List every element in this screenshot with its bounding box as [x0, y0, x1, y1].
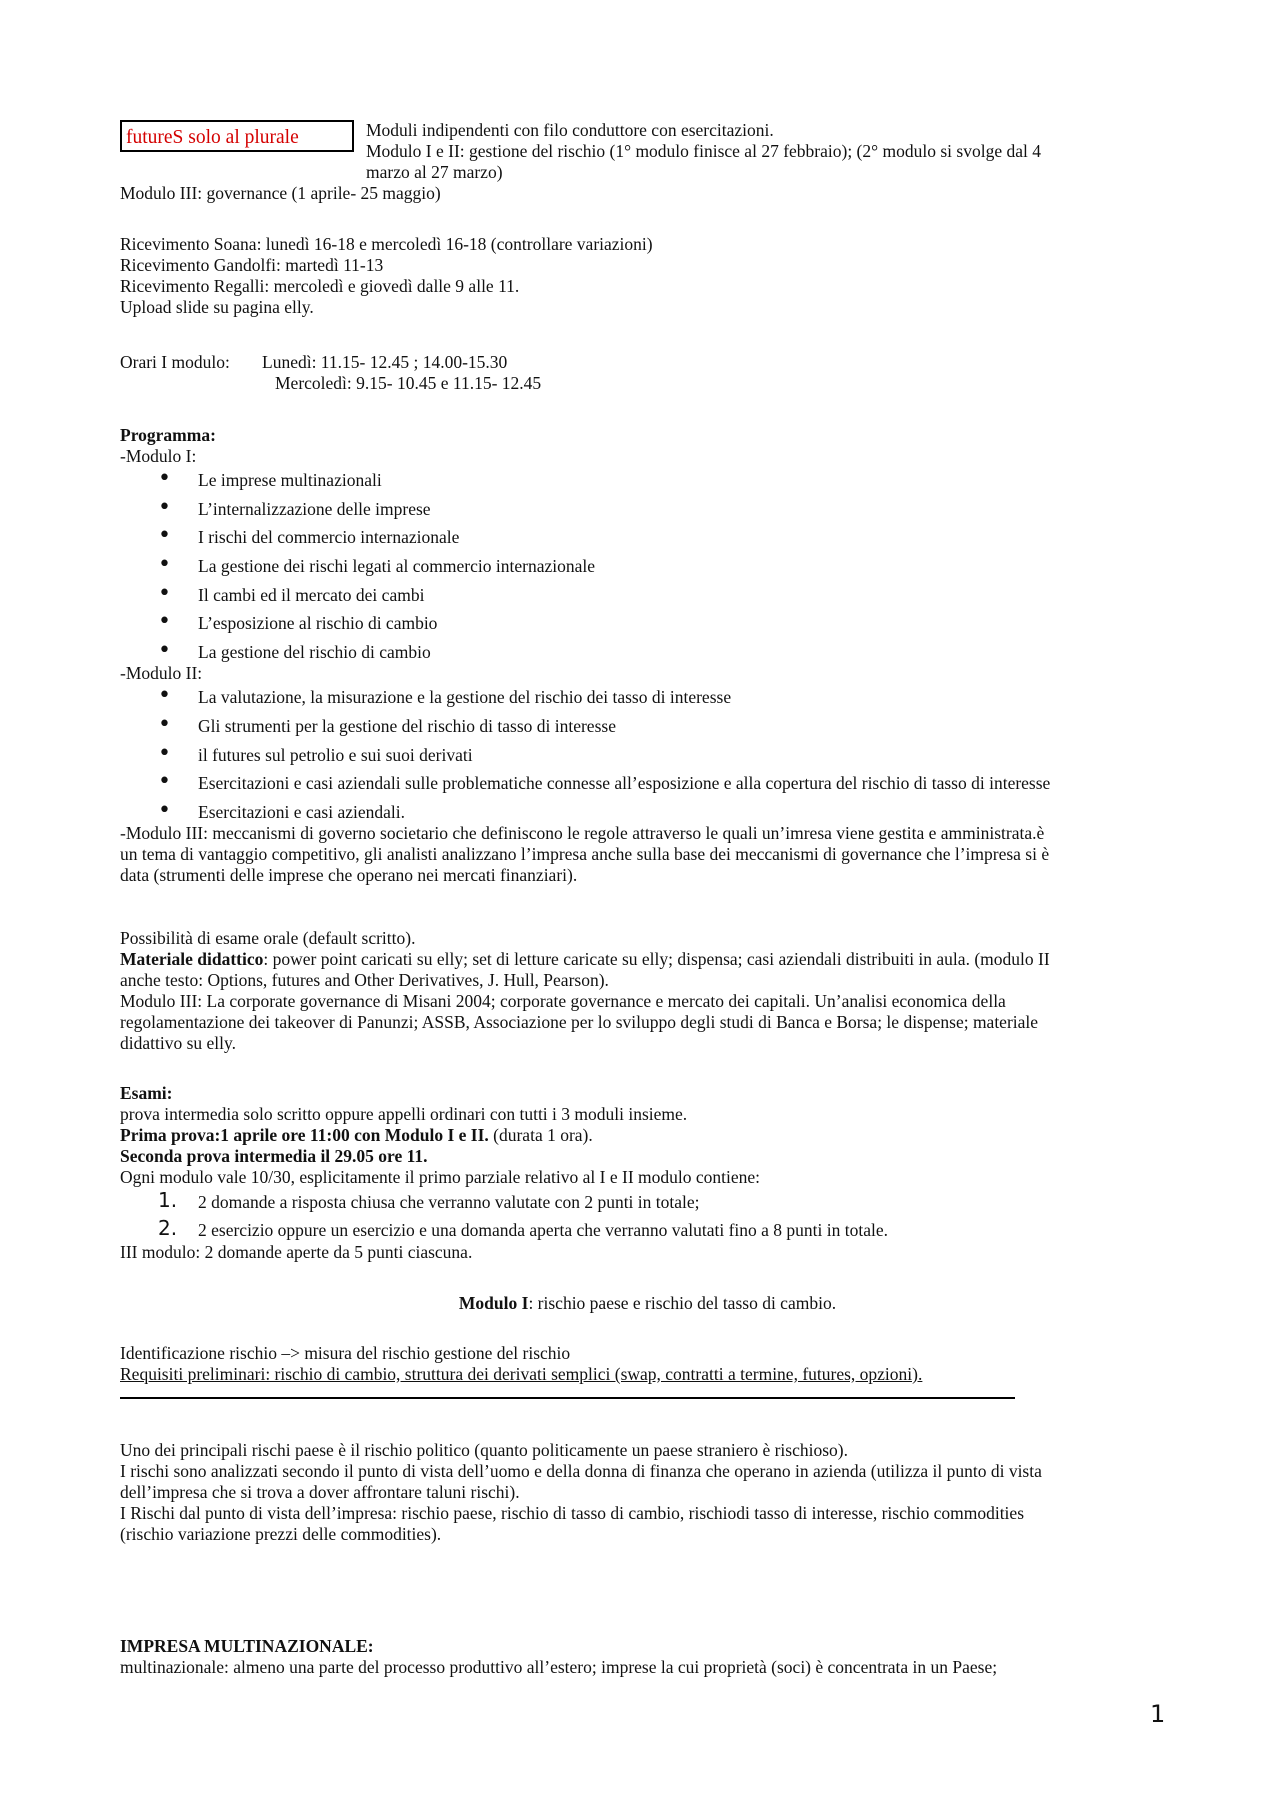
esami-list [120, 1190, 1175, 1242]
esami-title: Esami: [120, 1083, 173, 1103]
ricevimento-line: Ricevimento Regalli: mercoledì e giovedì dalle 9 alle 11. [120, 276, 520, 296]
requisiti-line: Requisiti preliminari: rischio di cambio, struttura dei derivati semplici (swap, contratti a termine, futures, opzioni). [120, 1364, 923, 1384]
intro-line: marzo al 27 marzo) [366, 162, 503, 182]
seconda-prova: Seconda prova intermedia il 29.05 ore 11. [120, 1146, 428, 1166]
materiale-label: Materiale didattico [120, 949, 264, 969]
list-item: • il futures sul petrolio e sui suoi derivati [120, 744, 1175, 773]
list-item: • L’esposizione al rischio di cambio [120, 612, 1175, 641]
mod1-list [120, 469, 1175, 663]
list-item: • L’internalizzazione delle imprese [120, 498, 1175, 527]
page-number: 1 [1150, 1700, 1166, 1728]
orari-label: Orari I modulo: [120, 352, 230, 372]
identificazione-block [120, 1343, 1175, 1385]
orari-row1: Lunedì: 11.15- 12.45 ; 14.00-15.30 [262, 352, 508, 372]
materiale-section: Possibilità di esame orale (default scritto). Materiale didattico: power point caricati su elly; set di letture caricate su elly; dispensa; casi aziendali distribuiti in aula. (modulo II anche testo: Options, futures and Other Derivatives, J. Hull, Pearson). Modulo III: La corporate governance di Misani 2004; corporate governance e mercato dei capitali. Un’analisi economica della regolamentazione dei takeover di Panunzi; ASSB, Associazione per lo sviluppo degli studi di Banca e Borsa; le dispense; materiale didattivo su elly. [120, 928, 1175, 1054]
orari-row2: Mercoledì: 9.15- 10.45 e 11.15- 12.45 [275, 373, 542, 393]
orari-block [120, 352, 1175, 394]
list-item: • Il cambi ed il mercato dei cambi [120, 584, 1175, 613]
identificazione-line: Identificazione rischio –> misura del rischio gestione del rischio [120, 1343, 571, 1363]
divider [120, 1397, 1015, 1399]
ricevimento-block [120, 234, 1175, 318]
mod1-label: -Modulo I: [120, 446, 197, 466]
programma-title: Programma: [120, 425, 216, 445]
intro-line: Modulo I e II: gestione del rischio (1° modulo finisce al 27 febbraio); (2° modulo si svolge dal 4 [366, 141, 1041, 161]
list-item: • Le imprese multinazionali [120, 469, 1175, 498]
programma-section [120, 425, 1175, 886]
mod3-line: data (strumenti delle imprese che operano nei mercati finanziari). [120, 864, 578, 885]
mod3-line: un tema di vantaggio competitivo, gli analisti analizzano l’impresa anche sulla base dei meccanismi di governance che l’impresa si è [120, 843, 1050, 864]
ricevimento-line: Upload slide su pagina elly. [120, 297, 314, 317]
prima-prova: Prima prova:1 aprile ore 11:00 con Modulo I e II. [120, 1125, 489, 1145]
highlighted-note-box: futureS solo al plurale [120, 120, 354, 152]
ricevimento-line: Ricevimento Gandolfi: martedì 11-13 [120, 255, 384, 275]
intro-paragraph [366, 120, 1166, 183]
modulo3-schedule: Modulo III: governance (1 aprile- 25 maggio) [120, 183, 441, 203]
list-item: • Esercitazioni e casi aziendali sulle problematiche connesse all’esposizione e alla copertura del rischio di tasso di interesse [120, 772, 1175, 801]
list-item: • Esercitazioni e casi aziendali. [120, 801, 1175, 823]
impresa-title: IMPRESA MULTINAZIONALE: [120, 1636, 374, 1656]
list-item: 2. 2 esercizio oppure un esercizio e una domanda aperta che verranno valutati fino a 8 punti in totale. [158, 1216, 889, 1240]
rischi-paragraph: Uno dei principali rischi paese è il rischio politico (quanto politicamente un paese straniero è rischioso). I rischi sono analizzati secondo il punto di vista dell’uomo e della donna di finanza che operano in azienda (utilizza il punto di vista dell’impresa che si trova a dover affrontare taluni rischi). I Rischi dal punto di vista dell’impresa: rischio paese, rischio di tasso di cambio, rischiodi tasso di interesse, rischio commodities (rischio variazione prezzi delle commodities). [120, 1440, 1042, 1544]
list-item: • La valutazione, la misurazione e la gestione del rischio dei tasso di interesse [120, 686, 1175, 715]
modulo1-heading: Modulo I: rischio paese e rischio del tasso di cambio. [458, 1293, 837, 1313]
list-item: • La gestione del rischio di cambio [120, 641, 1175, 663]
list-item: • Gli strumenti per la gestione del rischio di tasso di interesse [120, 715, 1175, 744]
mod3-line: -Modulo III: meccanismi di governo societario che definiscono le regole attraverso le quali un’imresa viene gestita e amministrata.è [120, 822, 1045, 843]
list-item: • I rischi del commercio internazionale [120, 526, 1175, 555]
esami-section: Esami: prova intermedia solo scritto oppure appelli ordinari con tutti i 3 moduli insieme. Prima prova:1 aprile ore 11:00 con Modulo I e II. (durata 1 ora). Seconda prova intermedia il 29.05 ore 11. Ogni modulo vale 10/30, esplicitamente il primo parziale relativo al I e II modulo contiene: 1. 2 domande a risposta chiusa che verranno valutate con 2 punti in totale; 2. 2 esercizio oppure un esercizio e una domanda aperta che verranno valutati fino a 8 punti in totale. III modulo: 2 domande aperte da 5 punti ciascuna. [120, 1083, 1175, 1263]
mod2-label: -Modulo II: [120, 663, 203, 684]
orale-line: Possibilità di esame orale (default scritto). [120, 928, 416, 948]
ricevimento-line: Ricevimento Soana: lunedì 16-18 e mercoledì 16-18 (controllare variazioni) [120, 234, 653, 254]
mod2-list [120, 686, 1175, 823]
impresa-section: IMPRESA MULTINAZIONALE: multinazionale: almeno una parte del processo produttivo all’estero; imprese la cui proprietà (soci) è concentrata in un Paese; [120, 1636, 998, 1677]
list-item: 1. 2 domande a risposta chiusa che verranno valutate con 2 punti in totale; [158, 1188, 700, 1212]
intro-line: Moduli indipendenti con filo conduttore con esercitazioni. [366, 120, 774, 140]
list-item: • La gestione dei rischi legati al commercio internazionale [120, 555, 1175, 584]
